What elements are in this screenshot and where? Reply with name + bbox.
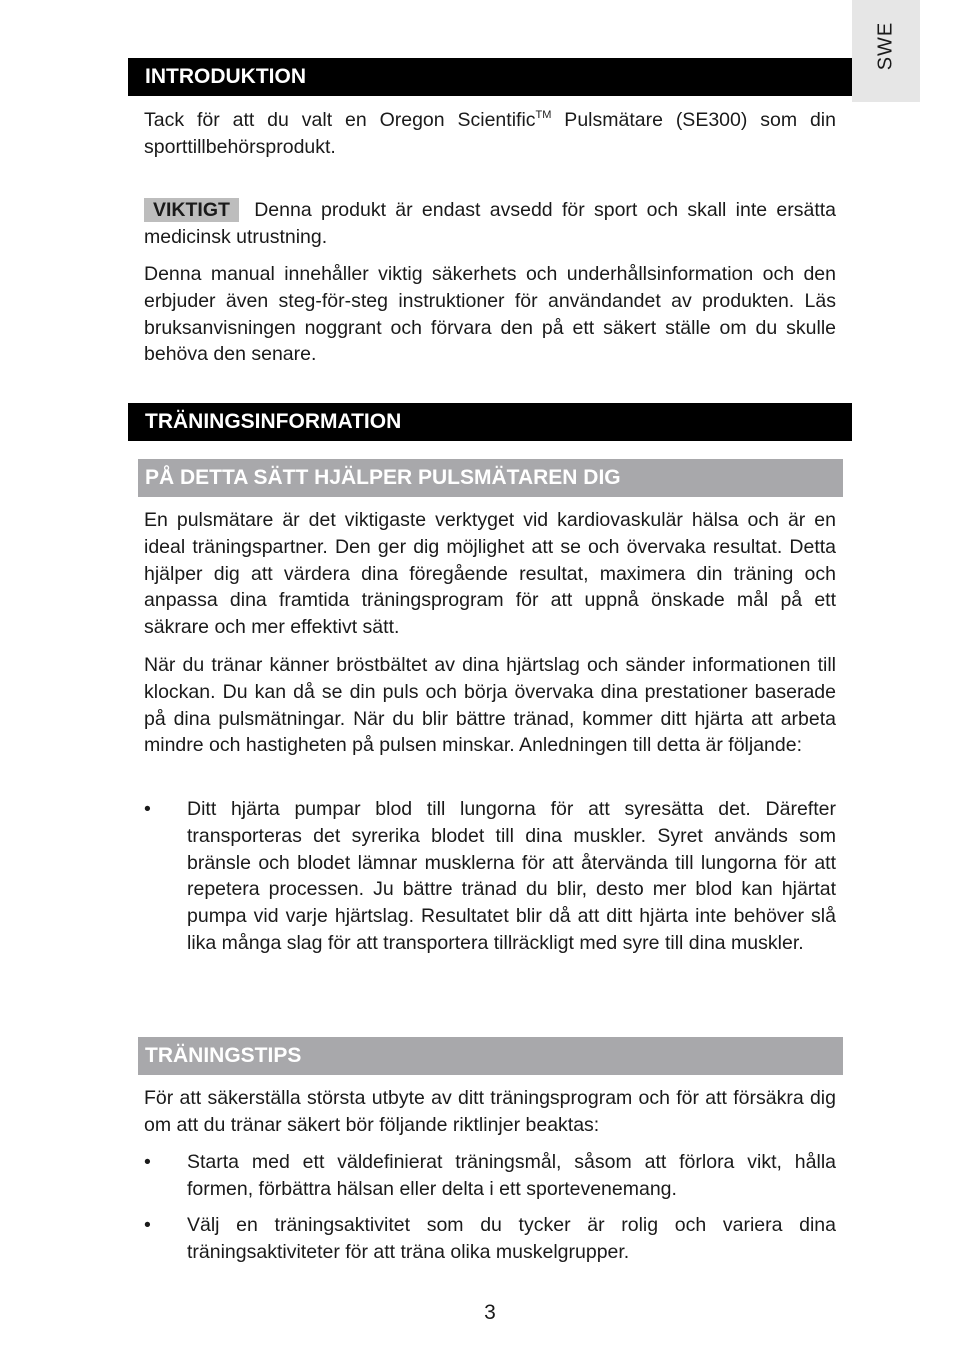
intro-text-before-tm: Tack för att du valt en Oregon Scientific	[144, 109, 536, 131]
section-header-traningsinformation: TRÄNINGSINFORMATION	[128, 403, 852, 441]
bullet-marker: •	[144, 1151, 151, 1173]
training-paragraph-1: En pulsmätare är det viktigaste verktyget vid kardiovaskulär hälsa och är en ideal träningspartner. Den ger dig möjlighet att se och övervaka resultat. Detta hjälper dig att värdera dina föregående resultat, maximera din träning och anpassa dina framtida träningsprogram för att uppnå önskade mål på ett säkrare och mer effektivt sätt.	[144, 509, 836, 639]
bullet-text: Välj en träningsaktivitet som du tycker är rolig och variera dina träningsaktiviteter för att träna olika muskelgrupper.	[187, 1214, 836, 1263]
list-item	[144, 1212, 836, 1266]
important-badge: VIKTIGT	[144, 198, 239, 222]
bullet-text: Starta med ett väldefinierat träningsmål, såsom att förlora vikt, hålla formen, förbättra hälsan eller delta i ett sportevenemang.	[187, 1151, 836, 1200]
intro-text-after-tm: Pulsmätare (SE300) som din sporttillbehörsprodukt.	[144, 109, 836, 158]
language-tab	[852, 0, 920, 102]
bullet-marker: •	[144, 1214, 151, 1236]
training-paragraph-2: När du tränar känner bröstbältet av dina hjärtslag och sänder informationen till klockan. Du kan då se din puls och börja övervaka dina prestationer baserade på dina pulsmätningar. När du blir bättre tränad, kommer ditt hjärta att arbeta mindre och hastigheten på pulsen minskar. Anledningen till detta är följande:	[144, 654, 836, 757]
intro-paragraph-1	[144, 107, 836, 161]
intro-paragraph-3: Denna manual innehåller viktig säkerhets och underhållsinformation och den erbjuder även steg-för-steg instruktioner för användandet av produkten. Läs bruksanvisningen noggrant och förvara den på ett säkert ställe om du skulle behöva den senare.	[144, 263, 836, 366]
bullet-marker: •	[144, 798, 151, 820]
list-item	[144, 796, 836, 957]
important-paragraph	[144, 197, 836, 251]
trademark-mark: TM	[535, 109, 552, 121]
subsection-header-pulsmataren: PÅ DETTA SÄTT HJÄLPER PULSMÄTAREN DIG	[138, 459, 843, 497]
page-number: 3	[484, 1301, 496, 1324]
language-label: SWE	[874, 21, 897, 71]
tips-paragraph-1: För att säkerställa största utbyte av ditt träningsprogram och för att försäkra dig om att du tränar säkert bör följande riktlinjer beaktas:	[144, 1087, 836, 1136]
bullet-text: Ditt hjärta pumpar blod till lungorna för att syresätta det. Därefter transporteras det syrerika blodet till dina muskler. Syret används som bränsle och blodet lämnar musklerna för att återvända till lungorna för att repetera processen. Ju bättre tränad du blir, desto mer blod kan hjärtat pumpa vid varje hjärtslag. Resultatet blir då att ditt hjärta inte behöver slå lika många slag för att transportera tillräckligt med syre till dina muskler.	[187, 798, 836, 954]
section-header-introduktion: INTRODUKTION	[128, 58, 852, 96]
list-item	[144, 1149, 836, 1203]
subsection-header-traningstips: TRÄNINGSTIPS	[138, 1037, 843, 1075]
important-text: Denna produkt är endast avsedd för sport och skall inte ersätta medicinsk utrustning.	[144, 199, 836, 248]
